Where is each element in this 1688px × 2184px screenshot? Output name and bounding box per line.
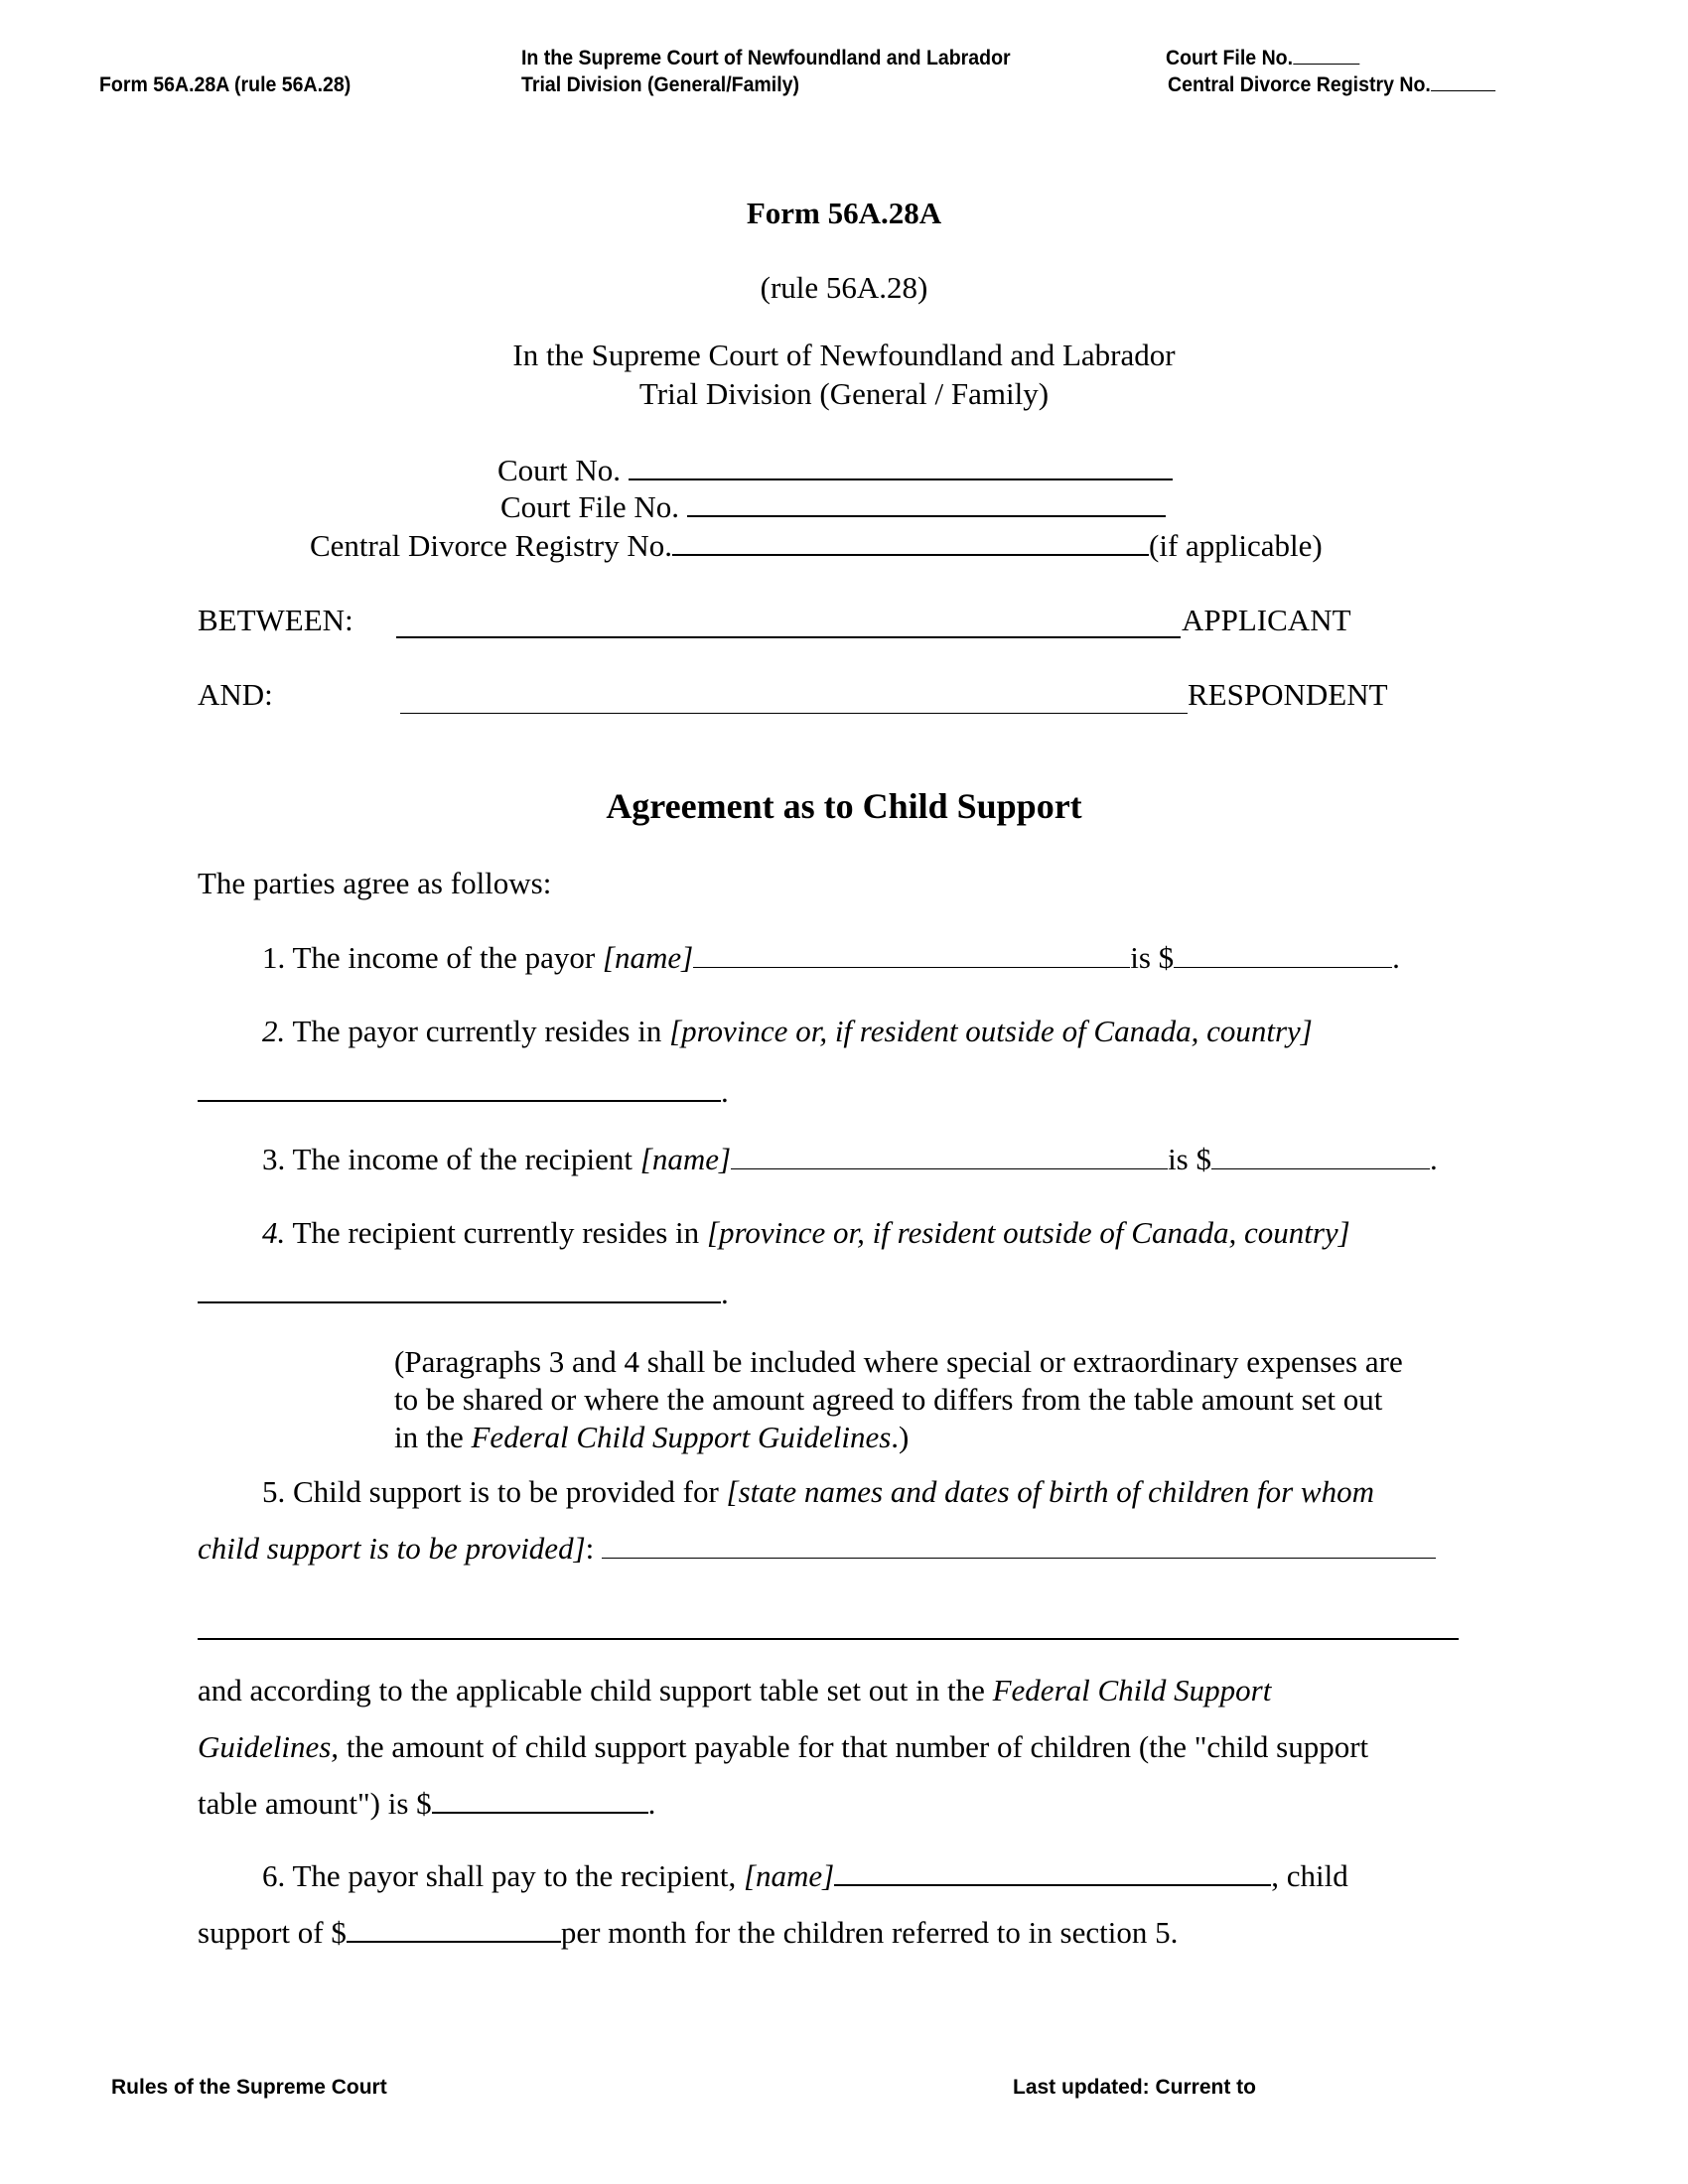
note-line-3 bbox=[394, 1420, 909, 1455]
running-header-cdr bbox=[1168, 73, 1495, 97]
clause-5 bbox=[262, 1474, 1374, 1510]
clause-5-p2-pre: and according to the applicable child support table set out in the bbox=[198, 1673, 985, 1707]
note-line-2: to be shared or where the amount agreed to differs from the table amount set out bbox=[394, 1382, 1383, 1417]
clause-5-guidelines-a: Federal Child Support bbox=[992, 1673, 1272, 1707]
form-number: Form 56A.28A bbox=[746, 196, 942, 230]
court-file-blank[interactable] bbox=[1293, 63, 1359, 65]
clause-1 bbox=[262, 940, 1400, 976]
court-file-no-field[interactable] bbox=[687, 514, 1166, 517]
court-file-no-label: Court File No. bbox=[500, 489, 679, 524]
court-file-label: Court File No. bbox=[1166, 47, 1294, 69]
clause-3-is: is $ bbox=[1168, 1142, 1211, 1176]
note-line-3-post: .) bbox=[891, 1420, 910, 1454]
clause-4-answer bbox=[198, 1276, 729, 1311]
clause-3 bbox=[262, 1142, 1438, 1177]
clause-5-guidelines-b: Guidelines, bbox=[198, 1729, 340, 1764]
clause-2-placeholder: [province or, if resident outside of Canada, country] bbox=[669, 1014, 1313, 1048]
clause-6 bbox=[262, 1858, 1348, 1894]
clause-3-text: The income of the recipient bbox=[292, 1142, 633, 1176]
note-guidelines-title: Federal Child Support Guidelines bbox=[471, 1420, 892, 1454]
cdr-no-row bbox=[310, 528, 1323, 564]
clause-5-line-2 bbox=[198, 1531, 1436, 1567]
clause-4-placeholder: [province or, if resident outside of Canada, country] bbox=[706, 1215, 1350, 1250]
clause-3-number: 3. bbox=[262, 1142, 286, 1176]
cdr-no-label: Central Divorce Registry No. bbox=[310, 528, 673, 563]
footer-right: Last updated: Current to bbox=[1013, 2076, 1256, 2099]
between-label: BETWEEN: bbox=[198, 603, 353, 637]
court-file-no-row bbox=[500, 489, 1166, 525]
recipient-residence-field[interactable] bbox=[198, 1300, 721, 1303]
cdr-label: Central Divorce Registry No. bbox=[1168, 73, 1431, 96]
clause-6-per-month: per month for the children referred to in section 5. bbox=[560, 1915, 1179, 1950]
clause-2 bbox=[262, 1014, 1313, 1049]
footer-clipped bbox=[0, 2073, 1688, 2099]
form-division: Trial Division (General / Family) bbox=[638, 376, 1050, 411]
running-header-court-file bbox=[1166, 47, 1359, 70]
recipient-name-pay-field[interactable] bbox=[834, 1883, 1271, 1886]
clause-1-period: . bbox=[1392, 940, 1400, 975]
applicant-field[interactable] bbox=[396, 636, 1181, 638]
clause-5-text: Child support is to be provided for bbox=[293, 1474, 719, 1509]
recipient-income-field[interactable] bbox=[1211, 1167, 1430, 1169]
cdr-blank[interactable] bbox=[1431, 89, 1495, 91]
clause-6-placeholder: [name] bbox=[743, 1858, 835, 1893]
court-no-label: Court No. bbox=[497, 453, 621, 487]
running-header-court: In the Supreme Court of Newfoundland and Labrador bbox=[521, 47, 1011, 69]
clause-4-period: . bbox=[721, 1276, 729, 1310]
payor-name-field[interactable] bbox=[693, 966, 1130, 968]
clause-2-text: The payor currently resides in bbox=[292, 1014, 662, 1048]
footer-left: Rules of the Supreme Court bbox=[111, 2076, 387, 2099]
recipient-name-field[interactable] bbox=[731, 1167, 1168, 1169]
form-court: In the Supreme Court of Newfoundland and Labrador bbox=[512, 338, 1176, 372]
clause-5-colon: : bbox=[585, 1531, 595, 1566]
clause-5-placeholder-2: child support is to be provided] bbox=[198, 1531, 586, 1566]
monthly-support-field[interactable] bbox=[347, 1940, 561, 1943]
clause-5-placeholder-1: [state names and dates of birth of children for whom bbox=[726, 1474, 1374, 1509]
respondent-field[interactable] bbox=[400, 713, 1188, 714]
clause-5-p2-line-3 bbox=[198, 1786, 655, 1822]
applicant-role: APPLICANT bbox=[1182, 603, 1351, 637]
clause-5-period: . bbox=[647, 1786, 656, 1821]
payor-residence-field[interactable] bbox=[198, 1099, 721, 1102]
document-title: Agreement as to Child Support bbox=[606, 786, 1082, 826]
clause-1-placeholder: [name] bbox=[602, 940, 694, 975]
running-header-division: Trial Division (General/Family) bbox=[521, 73, 800, 96]
clause-6-line-2 bbox=[198, 1915, 1178, 1951]
running-header-form-ref: Form 56A.28A (rule 56A.28) bbox=[99, 73, 352, 96]
clause-5-number: 5. bbox=[262, 1474, 286, 1509]
cdr-no-field[interactable] bbox=[672, 553, 1149, 556]
note-line-3-pre: in the bbox=[394, 1420, 464, 1454]
note-line-1: (Paragraphs 3 and 4 shall be included where special or extraordinary expenses are bbox=[394, 1344, 1403, 1379]
court-no-field[interactable] bbox=[629, 478, 1173, 480]
clause-5-p2-line-2 bbox=[198, 1729, 1368, 1765]
form-rule: (rule 56A.28) bbox=[760, 270, 928, 305]
clause-6-child: , child bbox=[1271, 1858, 1348, 1893]
clause-2-period: . bbox=[721, 1074, 729, 1109]
payor-income-field[interactable] bbox=[1174, 966, 1392, 968]
clause-4-text: The recipient currently resides in bbox=[292, 1215, 700, 1250]
table-amount-field[interactable] bbox=[432, 1811, 648, 1814]
children-field-line-2[interactable] bbox=[198, 1638, 1459, 1640]
clause-1-is: is $ bbox=[1130, 940, 1175, 975]
clause-2-number: 2. bbox=[262, 1014, 286, 1048]
clause-4 bbox=[262, 1215, 1350, 1251]
cdr-if-applicable: (if applicable) bbox=[1149, 528, 1323, 563]
clause-3-placeholder: [name] bbox=[639, 1142, 732, 1176]
clause-5-p2-post: the amount of child support payable for that number of children (the "child support bbox=[346, 1729, 1369, 1764]
clause-3-period: . bbox=[1430, 1142, 1438, 1176]
clause-4-number: 4. bbox=[262, 1215, 286, 1250]
court-no-row bbox=[497, 453, 1173, 488]
respondent-role: RESPONDENT bbox=[1188, 677, 1388, 712]
and-label: AND: bbox=[198, 677, 273, 712]
intro-text: The parties agree as follows: bbox=[198, 866, 552, 900]
clause-1-number: 1. bbox=[262, 940, 286, 975]
clause-6-number: 6. bbox=[262, 1858, 286, 1893]
clause-5-table-amount-label: table amount") is $ bbox=[198, 1786, 432, 1821]
clause-5-p2-line-1 bbox=[198, 1673, 1271, 1708]
clause-6-text: The payor shall pay to the recipient, bbox=[292, 1858, 737, 1893]
clause-2-answer bbox=[198, 1074, 729, 1110]
clause-1-text: The income of the payor bbox=[292, 940, 596, 975]
clause-6-support-of: support of $ bbox=[198, 1915, 347, 1950]
children-field-line-1[interactable] bbox=[602, 1557, 1436, 1559]
